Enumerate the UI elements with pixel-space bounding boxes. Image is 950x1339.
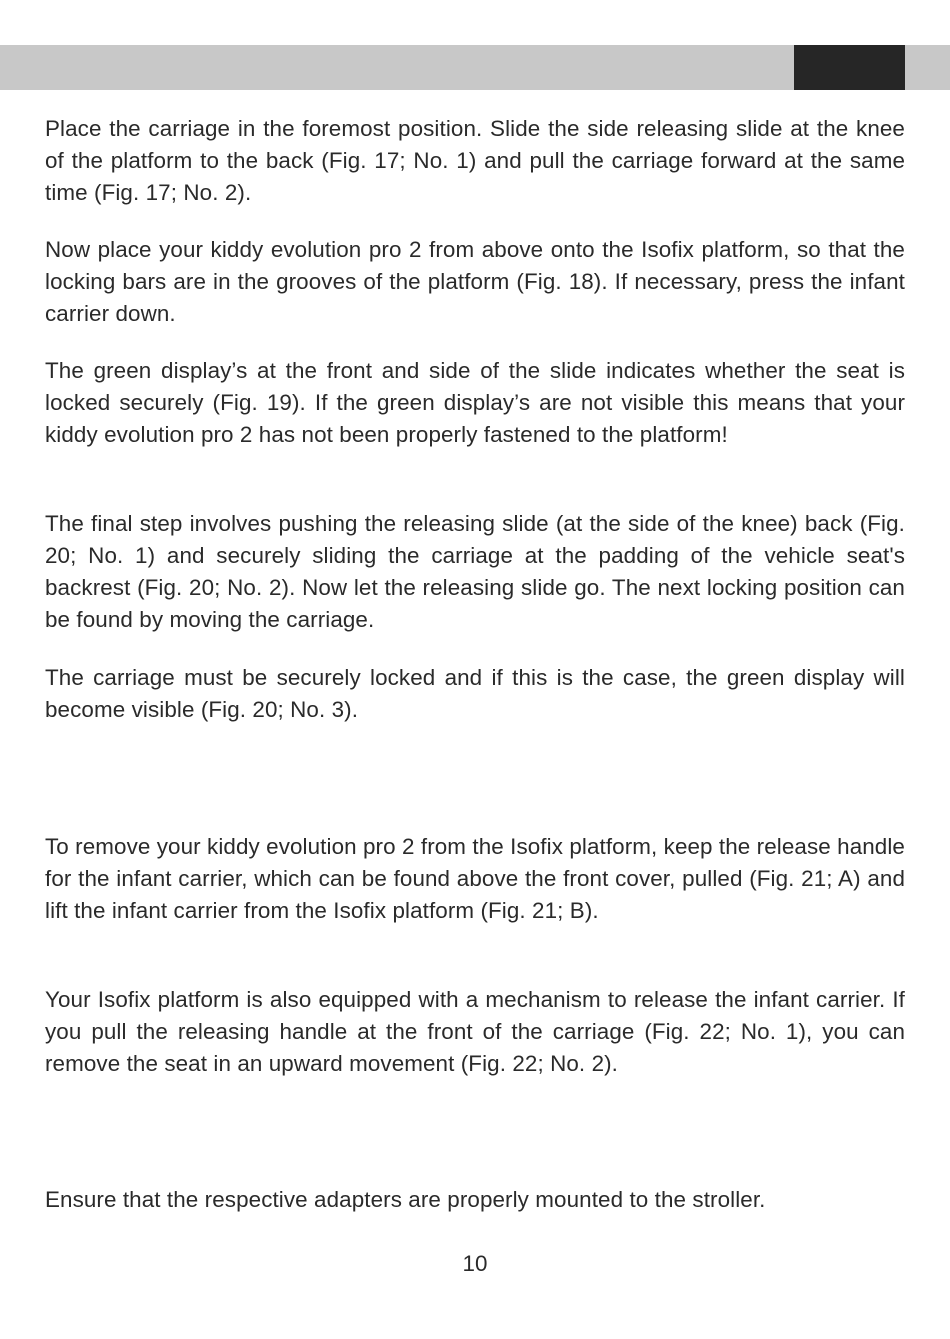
- paragraph-securely-locked: The carriage must be securely locked and if this is the case, the green display will become visible (Fig. 20; No. 3).: [45, 665, 905, 722]
- paragraph-place-carriage: Place the carriage in the foremost position. Slide the side releasing slide at the knee of the platform to the back (Fig. 17; No. 1) and pull the carriage forward at the same time (Fig. 17; No. 2).: [45, 116, 905, 205]
- paragraph-remove-kiddy: To remove your kiddy evolution pro 2 from the Isofix platform, keep the release handle for the infant carrier, which can be found above the front cover, pulled (Fig. 21; A) and lift the infant carrier from the Isofix platform (Fig. 21; B).: [45, 834, 905, 923]
- paragraph-adapters: Ensure that the respective adapters are properly mounted to the stroller.: [45, 1187, 766, 1212]
- paragraph-place-kiddy: Now place your kiddy evolution pro 2 from above onto the Isofix platform, so that the locking bars are in the grooves of the platform (Fig. 18). If necessary, press the infant carrier down.: [45, 237, 905, 326]
- page-number: 10: [462, 1251, 488, 1276]
- header-tab: [794, 45, 905, 90]
- paragraph-release-mechanism: Your Isofix platform is also equipped with a mechanism to release the infant carrier. If you pull the releasing handle at the front of the carriage (Fig. 22; No. 1), you can remove the seat in an upward movement (Fig. 22; No. 2).: [45, 987, 905, 1076]
- paragraph-green-display: The green display’s at the front and side of the slide indicates whether the seat is locked securely (Fig. 19). If the green display’s are not visible this means that your kiddy evolution pro 2 has not been properly fastened to the platform!: [45, 358, 905, 447]
- paragraph-final-step: The final step involves pushing the releasing slide (at the side of the knee) back (Fig. 20; No. 1) and securely sliding the carriage at the padding of the vehicle seat's backrest (Fig. 20; No. 2). Now let the releasing slide go. The next locking position can be found by moving the carriage.: [45, 511, 905, 632]
